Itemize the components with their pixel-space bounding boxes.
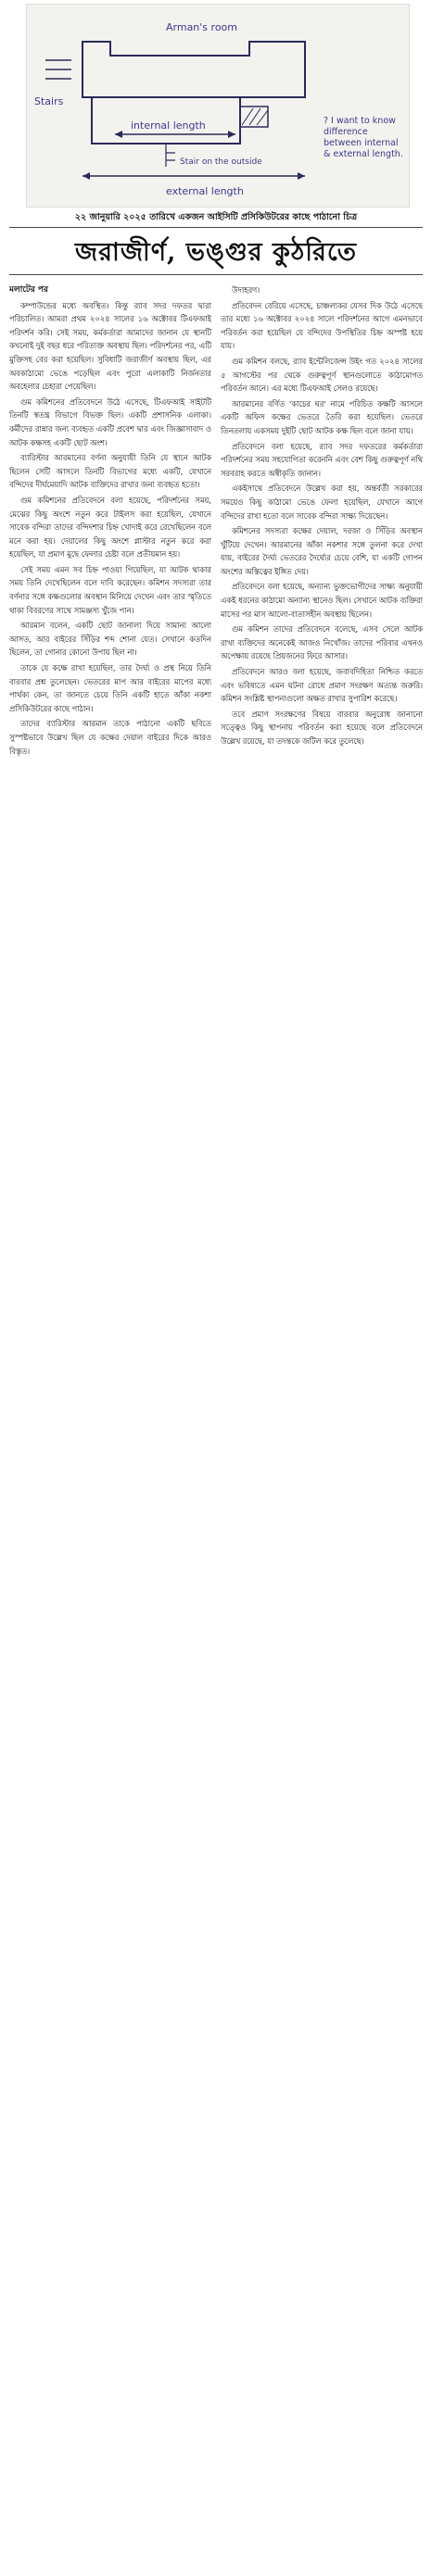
headline: জরাজীর্ণ, ভঙ্গুর কুঠরিতে — [75, 238, 357, 267]
floor-plan-sketch — [27, 5, 409, 207]
article-paragraph: প্রতিবেদনে আরও বলা হয়েছে, জবাবদিহিতা নিশ্চিত করতে এবং ভবিষ্যতে এমন ঘটনা রোধে প্রমাণ সংরক্ষণ অত্যন্ত জরুরি। কমিশন সংশ্লিষ্ট স্থাপনাগুলো অক্ষত রাখার সুপারিশ করেছে। — [221, 667, 423, 704]
article-paragraph: গুম কমিশনের প্রতিবেদনে উঠে এসেছে, টিএফআই সাইটটি তিনটি স্বতন্ত্র বিভাগে বিভক্ত ছিল। একটি প্রশাসনিক এলাকা। কর্মীদের রান্নার জন্য ব্যবহৃত একটি প্রবেশ দ্বার এবং জিজ্ঞাসাবাদ ও আটক কক্ষসহ একটি ছোট অংশ। — [9, 396, 211, 447]
article-paragraph: উদাহরণ। — [232, 285, 260, 295]
label-question: ? I want to know difference between internal & external length. — [324, 116, 403, 159]
sketch-photo — [26, 4, 410, 207]
photo-caption: ২২ জানুয়ারি ২০২৫ তারিখে একজন আইসিটি প্রসিকিউটরের কাছে পাঠানো চিত্র — [74, 212, 358, 222]
article-paragraph: আরমানের বর্ণিত 'কাচের ঘর' নামে পরিচিত কক্ষটি আসলে একটি অফিস কক্ষের ভেতরে তৈরি করা হয়েছিল। ভেতরে তিনতলায় একসময় দুইটি ছোট আটক কক্ষ ছিল বলে জানা যায়। — [221, 398, 423, 435]
article-paragraph: প্রতিবেদনে বলা হয়েছে, অন্যান্য ভুক্তভোগীদের সাক্ষ্য অনুযায়ী একই ধরনের কাঠামো অন্যান্য স্থানেও ছিল। সেখানে আটক ব্যক্তিরা মাসের পর মাস আলো-বাতাসহীন অবস্থায় ছিলেন। — [221, 582, 423, 619]
article-column-right — [221, 283, 423, 2567]
article-paragraph: ব্যারিস্টার আরমানের বর্ণনা অনুযায়ী তিনি যে স্থানে আটক ছিলেন সেটি আসলে তিনটি বিভাগের মধ্যে একটি, যেখানে বন্দিদের দীর্ঘমেয়াদি আটক ব্যক্তিদের রাখার জন্য ব্যবহৃত হতো। — [9, 453, 211, 490]
article-paragraph: প্রতিবেদনে বলা হয়েছে, র‍্যাব সদর দফতরের কর্মকর্তারা পরিদর্শনের সময় সহযোগিতা করেননি এবং বেশ কিছু গুরুত্বপূর্ণ নথি সরবরাহ করতে অস্বীকৃতি জানান। — [221, 441, 423, 478]
article-body — [9, 283, 423, 2567]
label-armans-room: Arman's room — [166, 21, 237, 33]
article-column-left — [9, 283, 211, 2567]
article-paragraph: তাকে যে কক্ষে রাখা হয়েছিল, তার দৈর্ঘ্য ও প্রস্থ নিয়ে তিনি বারবার প্রশ্ন তুলেছেন। ভেতরের মাপ আর বাইরের মাপের মধ্যে পার্থক্য কেন, তা জানতে চেয়ে তিনি একটি হাতে আঁকা নকশা প্রসিকিউটরের কাছে পাঠান। — [9, 663, 211, 713]
article-paragraph: প্রতিবেদন বেরিয়ে এসেছে, চাঞ্চল্যকর যেসব দিক উঠে এসেছে তার মধ্যে ১৬ অক্টোবর ২০২৪ সালে পরিদর্শনের আগে এমনভাবে পরিবর্তন করা হয়েছিল যে বন্দিদের উপস্থিতির চিহ্ন অস্পষ্ট হয়ে যায়। — [221, 300, 423, 351]
article-paragraph: একইসাথে প্রতিবেদনে উল্লেখ করা হয়, অন্তর্বর্তী সরকারের সময়েও কিছু কাঠামো ভেঙে ফেলা হয়েছিল, যেখানে আগে বন্দিদের রাখা হতো বলে সাবেক বন্দিরা সাক্ষ্য দিয়েছেন। — [221, 484, 423, 521]
label-internal-length: internal length — [131, 119, 206, 132]
article-paragraph: তাদের ব্যারিস্টার আরমান তাকে পাঠানো একটি ছবিতে সুস্পষ্টভাবে উল্লেখ ছিল যে কক্ষের দেয়াল বাইরের দিকে আরও বিস্তৃত। — [9, 719, 211, 756]
label-outside-stair: Stair on the outside — [180, 157, 262, 167]
article-paragraph: গুম কমিশন তাদের প্রতিবেদনে বলেছে, এসব সেলে আটক রাখা ব্যক্তিদের অনেকেই আজও নিখোঁজ। তাদের পরিবার এখনও অপেক্ষায় রয়েছে প্রিয়জনের ফিরে আসার। — [221, 624, 423, 661]
article-paragraph: গুম কমিশন বলছে, র‍্যাব ইন্টেলিজেন্স উইং গত ২০২৪ সালের ৫ আগস্টের পর থেকে গুরুত্বপূর্ণ স্থানগুলোতে কাঠামোগত পরিবর্তন আনে। এর মধ্যে টিএফআই সেলও রয়েছে। — [221, 356, 423, 394]
article-paragraph: তবে প্রমাণ সংরক্ষণের বিষয়ে বারবার অনুরোধ জানানো সত্ত্বেও কিছু স্থাপনায় পরিবর্তন করা হয়েছে বলে প্রতিবেদনে উল্লেখ রয়েছে, যা তদন্তকে জটিল করে তুলেছে। — [221, 709, 423, 746]
headline-rule — [9, 274, 423, 275]
article-paragraph: সেই সময় এমন সব চিহ্ন পাওয়া গিয়েছিল, যা আটক থাকার সময় তিনি দেখেছিলেন বলে দাবি করেছেন। কমিশন সদস্যরা তার বর্ণনার সঙ্গে কক্ষগুলোর অবস্থান মিলিয়ে দেখেন এবং তার স্মৃতিতে থাকা বিবরণের সাথে সামঞ্জস্য খুঁজে পান। — [9, 564, 211, 615]
article-paragraph: কমিশনের সদস্যরা কক্ষের দেয়াল, দরজা ও সিঁড়ির অবস্থান খুঁটিয়ে দেখেন। আরমানের আঁকা নকশার সঙ্গে তুলনা করে দেখা যায়, বাইরের দৈর্ঘ্য ভেতরের দৈর্ঘ্যের চেয়ে বেশি, যা একটি গোপন অংশের অস্তিত্বের ইঙ্গিত দেয়। — [221, 526, 423, 576]
top-rule — [9, 227, 423, 228]
kicker: মলাটের পর — [9, 285, 48, 295]
label-external-length: external length — [166, 185, 244, 197]
article-paragraph: গুম কমিশনের প্রতিবেদনে বলা হয়েছে, পরিদর্শনের সময়, মেঝের কিছু অংশে নতুন করে টাইলস করা হয়েছিল, যেখানে সাবেক বন্দিরা তাদের বন্দিদশার চিহ্ন খোদাই করে রেখেছিলেন বলে মনে করা হয়। দেয়ালের কিছু অংশে প্লাস্টার নতুন করে করা হয়েছিল, যা প্রমাণ মুছে ফেলার চেষ্টা বলে প্রতীয়মান হয়। — [9, 495, 211, 559]
label-stairs: Stairs — [34, 95, 64, 107]
article-paragraph: আরমান বলেন, একটি ছোট জানালা দিয়ে সামান্য আলো আসত, আর বাইরের সিঁড়ির শব্দ শোনা যেত। সেখানে কতদিন ছিলেন, তা গোনার কোনো উপায় ছিল না। — [9, 621, 211, 658]
article-paragraph: কম্পাউন্ডের মধ্যে অবস্থিত। কিন্তু র‍্যাব সদর দফতর দ্বারা পরিচালিত। আমরা প্রথম ২০২৪ সালের ১৬ অক্টোবর টিএফআই পরিদর্শন করি। সেই সময়, কর্মকর্তারা আমাদের জানান যে স্থানটি কখনোই দুই বছর ধরে পরিত্যক্ত অবস্থায় ছিল। পরিদর্শনের পর, এটি মুক্তিসহ বের করা হয়েছিল। সুবিধাটি জরাজীর্ণ অবস্থায় ছিল, এর অবকাঠামো ভেঙে পড়েছিল এবং পুরো এলাকাটি নির্জনতার অবহেলার চেহারা পেয়েছিল। — [9, 300, 211, 392]
